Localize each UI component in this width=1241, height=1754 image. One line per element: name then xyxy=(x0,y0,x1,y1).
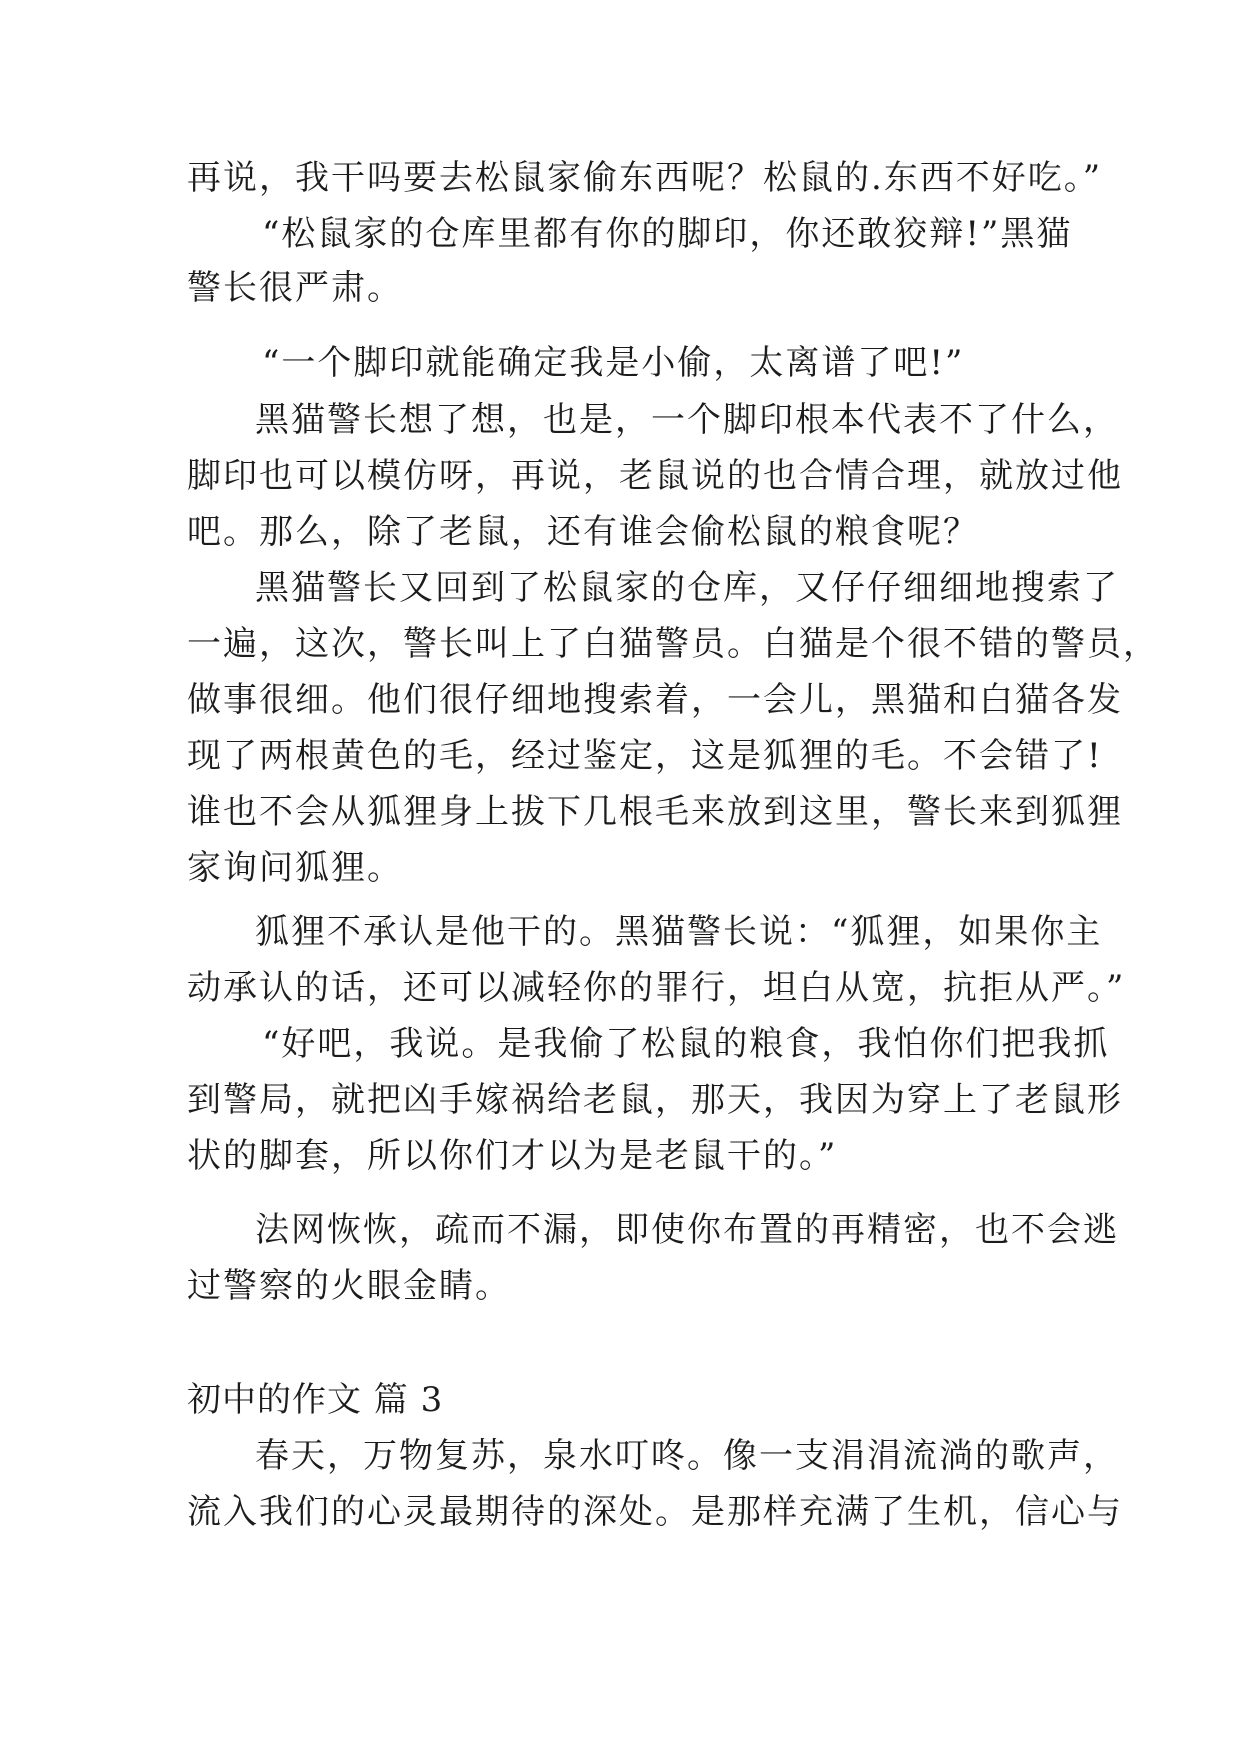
text-line: 状的脚套，所以你们才以为是老鼠干的。” xyxy=(187,1136,838,1176)
text-line: 脚印也可以模仿呀，再说，老鼠说的也合情合理，就放过他 xyxy=(187,456,1123,496)
text-line: 警长很严肃。 xyxy=(187,268,403,308)
text-line: 流入我们的心灵最期待的深处。是那样充满了生机，信心与 xyxy=(187,1492,1123,1532)
text-line: 再说，我干吗要去松鼠家偷东西呢？松鼠的.东西不好吃。” xyxy=(187,158,1103,198)
text-line: “松鼠家的仓库里都有你的脚印，你还敢狡辩!”黑猫 xyxy=(262,214,1073,254)
text-line: 家询问狐狸。 xyxy=(187,848,403,888)
text-line: 吧。那么，除了老鼠，还有谁会偷松鼠的粮食呢？ xyxy=(187,512,979,552)
text-line: 做事很细。他们很仔细地搜索着，一会儿，黑猫和白猫各发 xyxy=(187,680,1123,720)
text-line: 动承认的话，还可以减轻你的罪行，坦白从宽，抗拒从严。” xyxy=(187,968,1126,1008)
text-line: 谁也不会从狐狸身上拔下几根毛来放到这里，警长来到狐狸 xyxy=(187,792,1123,832)
text-line: 春天，万物复苏，泉水叮咚。像一支涓涓流淌的歌声， xyxy=(255,1436,1119,1476)
section-heading: 初中的作文 篇 3 xyxy=(187,1380,444,1420)
text-line: 过警察的火眼金睛。 xyxy=(187,1266,511,1306)
text-line: 到警局，就把凶手嫁祸给老鼠，那天，我因为穿上了老鼠形 xyxy=(187,1080,1123,1120)
text-line: 狐狸不承认是他干的。黑猫警长说：“狐狸，如果你主 xyxy=(255,912,1103,952)
text-line: 黑猫警长想了想，也是，一个脚印根本代表不了什么， xyxy=(255,400,1119,440)
text-line: “一个脚印就能确定我是小偷，太离谱了吧!” xyxy=(262,343,965,383)
text-line: 法网恢恢，疏而不漏，即使你布置的再精密，也不会逃 xyxy=(255,1210,1119,1250)
text-line: 现了两根黄色的毛，经过鉴定，这是狐狸的毛。不会错了! xyxy=(187,736,1103,776)
text-line: 黑猫警长又回到了松鼠家的仓库，又仔仔细细地搜索了 xyxy=(255,568,1119,608)
text-line: 一遍，这次，警长叫上了白猫警员。白猫是个很不错的警员， xyxy=(187,624,1159,664)
text-line: “好吧，我说。是我偷了松鼠的粮食，我怕你们把我抓 xyxy=(262,1024,1110,1064)
